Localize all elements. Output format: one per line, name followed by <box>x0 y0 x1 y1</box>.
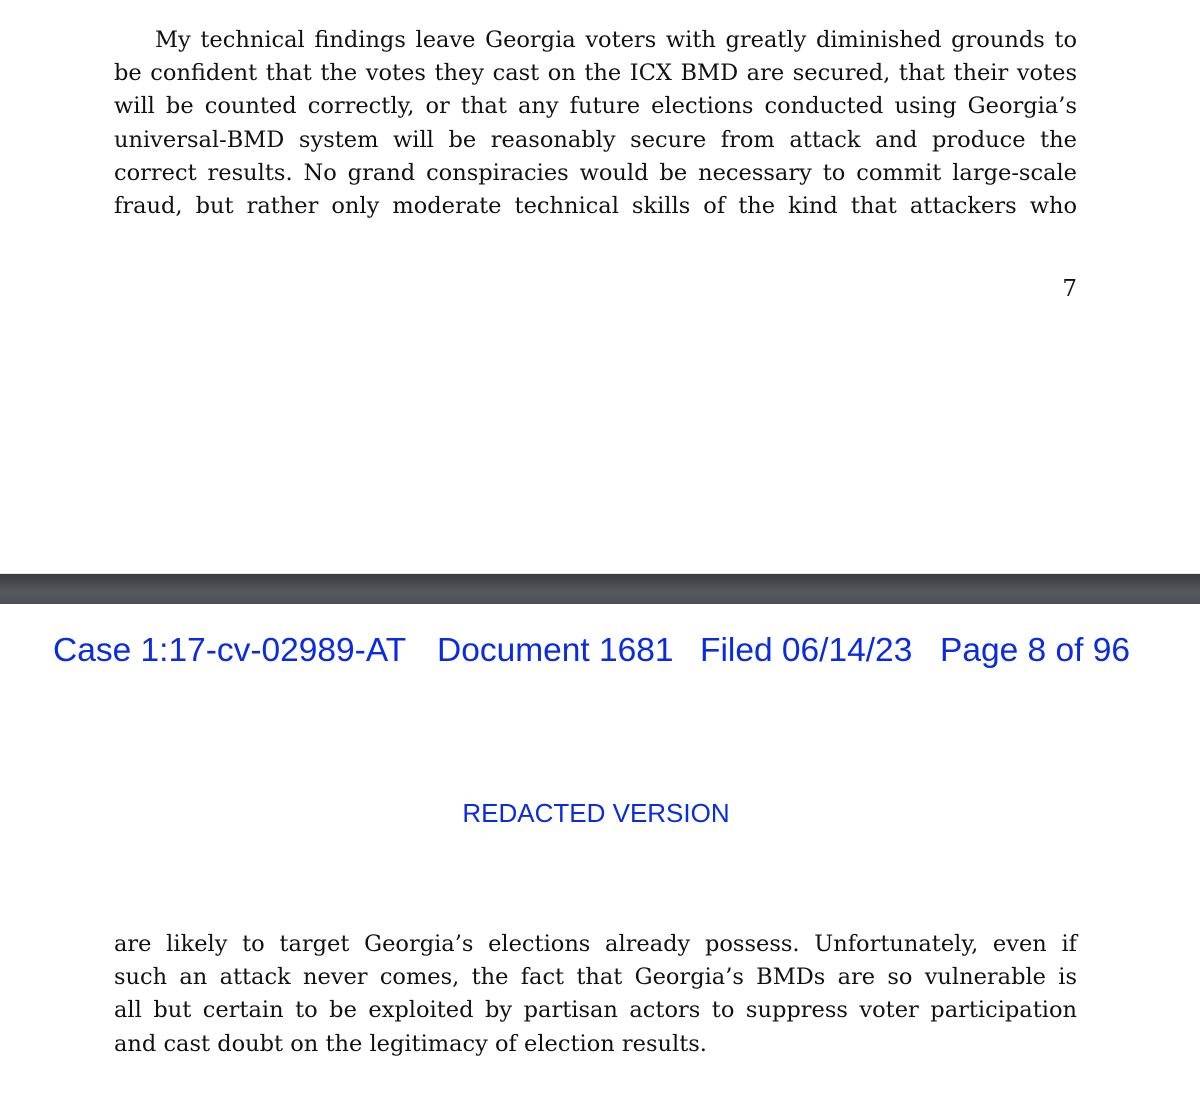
text-line: correct results. No grand conspiracies would be necessary to commit large-scale <box>114 159 1077 186</box>
filed-date: Filed 06/14/23 <box>700 632 913 669</box>
page-separator <box>0 573 1200 604</box>
case-number: Case 1:17-cv-02989-AT <box>53 632 407 669</box>
redacted-label: REDACTED VERSION <box>462 798 730 828</box>
text-line: be confident that the votes they cast on the ICX BMD are secured, that their votes <box>114 60 1077 87</box>
paragraph-continuation <box>114 928 1077 1061</box>
text-line: and cast doubt on the legitimacy of election results. <box>114 1030 707 1057</box>
document-number: Document 1681 <box>437 632 674 669</box>
text-line: fraud, but rather only moderate technical skills of the kind that attackers who <box>114 192 1077 219</box>
text-line: will be counted correctly, or that any future elections conducted using Georgia’s <box>114 93 1077 120</box>
text-line: My technical findings leave Georgia voters with greatly diminished grounds to <box>155 27 1077 53</box>
text-line: are likely to target Georgia’s elections already possess. Unfortunately, even if <box>114 931 1077 957</box>
text-line: such an attack never comes, the fact that Georgia’s BMDs are so vulnerable is <box>114 964 1077 991</box>
page-count: Page 8 of 96 <box>940 632 1130 669</box>
text-line: all but certain to be exploited by partisan actors to suppress voter participation <box>114 997 1077 1024</box>
page-number: 7 <box>1062 276 1077 302</box>
text-line: universal-BMD system will be reasonably secure from attack and produce the <box>114 126 1077 153</box>
paragraph-continued <box>114 24 1077 223</box>
